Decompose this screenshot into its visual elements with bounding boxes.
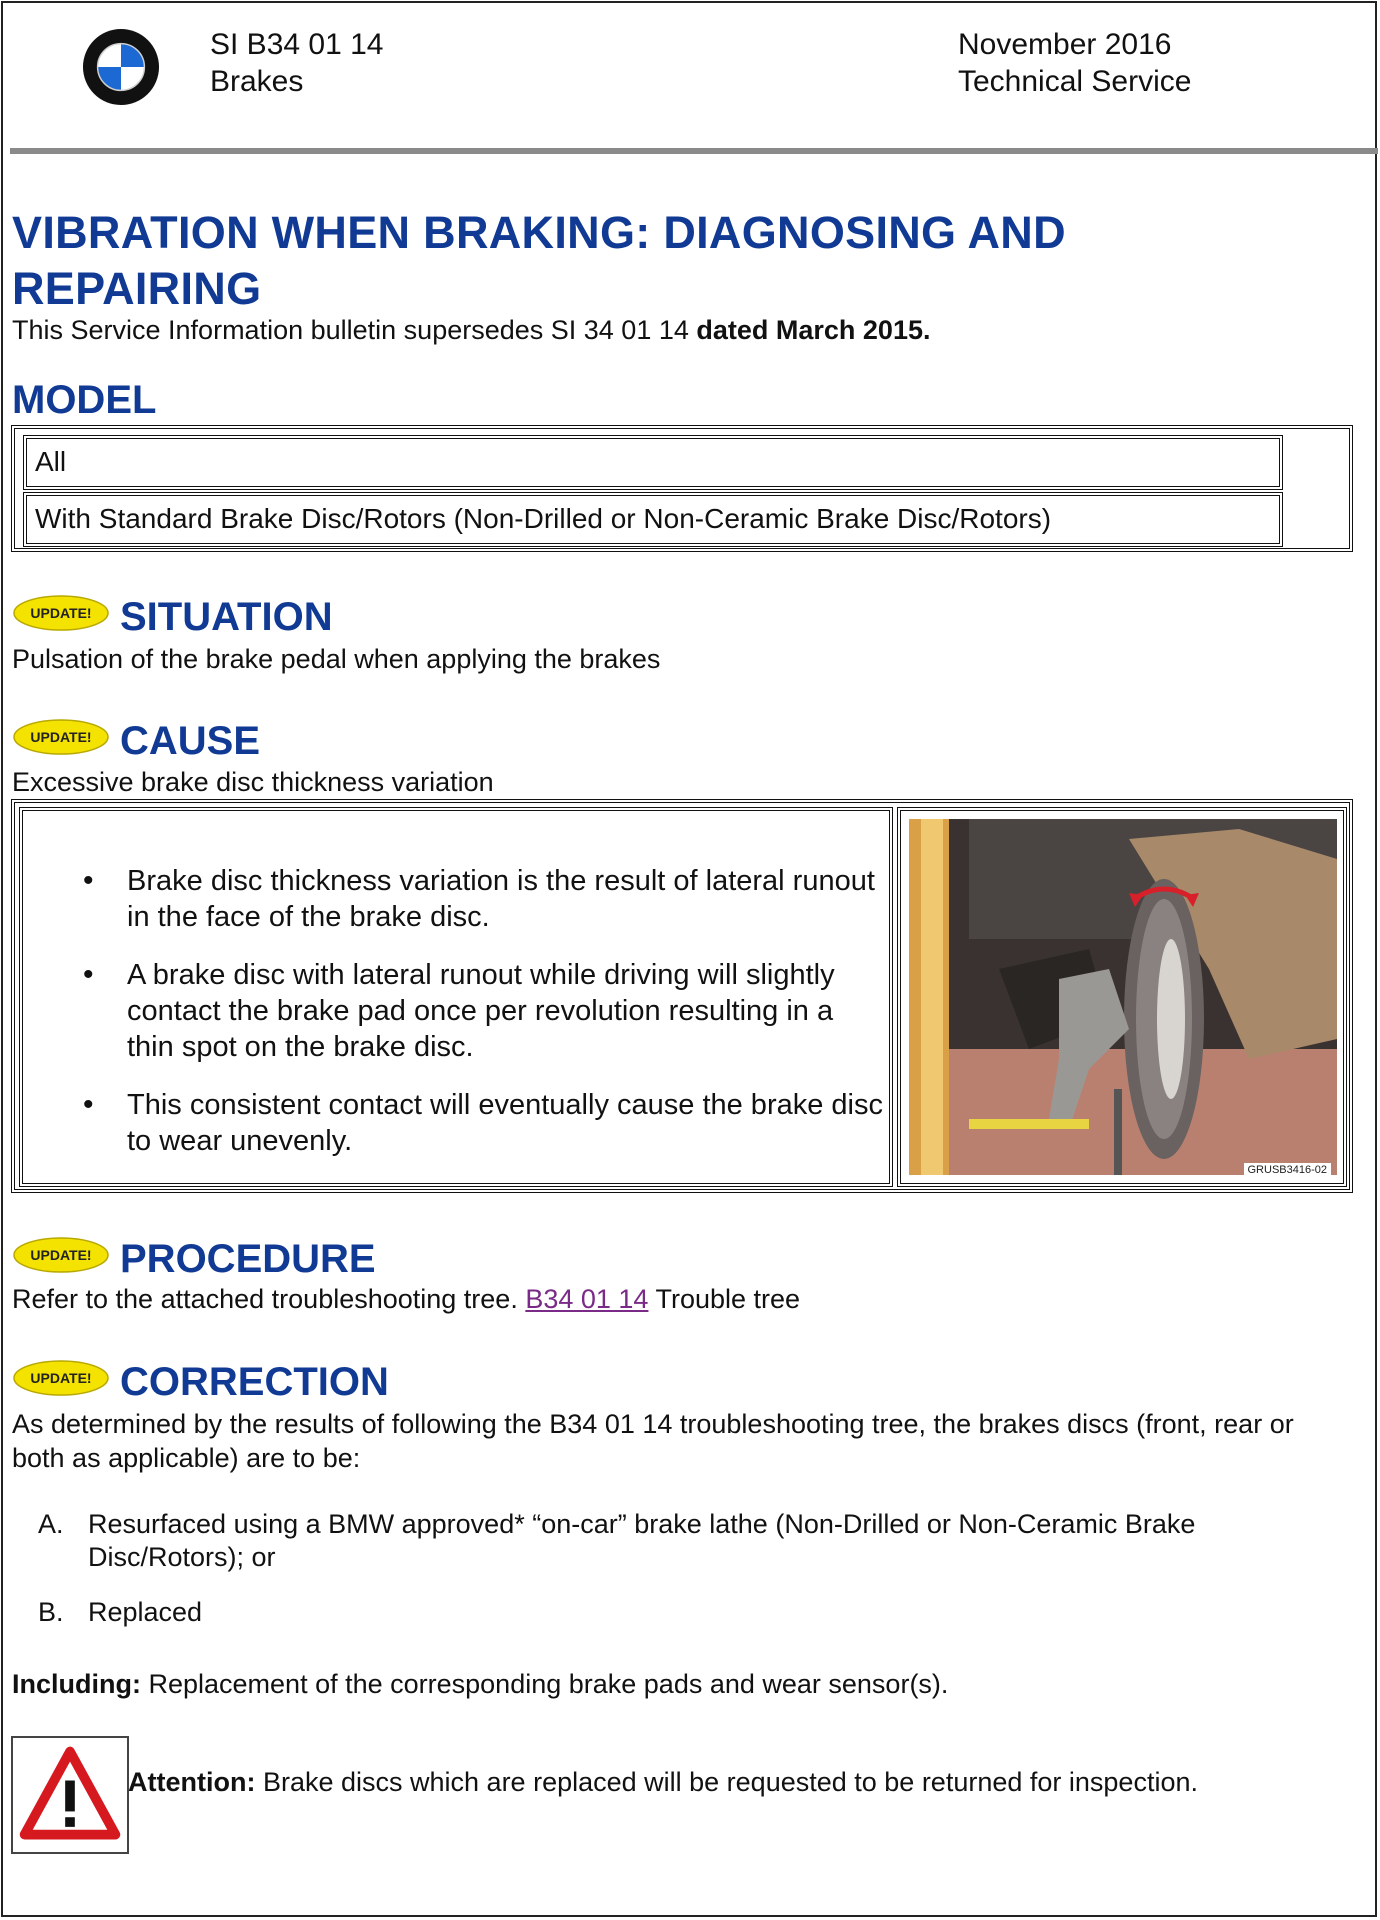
including-note [12, 1667, 948, 1701]
model-row-all: All [23, 435, 1283, 490]
update-badge-icon [12, 718, 110, 756]
cause-bullet-list [83, 863, 883, 1181]
model-heading: MODEL [12, 378, 157, 422]
cause-image-cell [897, 807, 1347, 1187]
correction-list [38, 1508, 1338, 1651]
badge-label: UPDATE! [30, 729, 92, 745]
photo-code: GRUSB3416-02 [1244, 1163, 1332, 1177]
including-label: Including: [12, 1669, 141, 1699]
badge-label: UPDATE! [30, 1370, 92, 1386]
cause-bullet: • Brake disc thickness variation is the result of lateral runout in the face of the brake disc. [83, 863, 883, 935]
update-badge-icon [12, 1236, 110, 1274]
bmw-logo [82, 28, 160, 106]
attention-text: Brake discs which are replaced will be requested to be returned for inspection. [255, 1767, 1198, 1797]
badge-label: UPDATE! [30, 605, 92, 621]
procedure-text-before: Refer to the attached troubleshooting tree. [12, 1284, 526, 1314]
header-divider [10, 148, 1378, 154]
cause-text: Excessive brake disc thickness variation [12, 767, 494, 797]
cause-bullets-cell [19, 807, 893, 1187]
brake-disc-photo [909, 819, 1337, 1175]
doc-group: Brakes [210, 65, 304, 98]
doc-department: Technical Service [958, 65, 1192, 98]
update-badge-icon [12, 1359, 110, 1397]
item-text: Resurfaced using a BMW approved* “on-car” brake lathe (Non-Drilled or Non-Ceramic Brake Disc/Rotors); or [88, 1509, 1196, 1572]
trouble-tree-link[interactable]: B34 01 14 [525, 1284, 649, 1314]
cause-bullet: • This consistent contact will eventually cause the brake disc to wear unevenly. [83, 1087, 883, 1159]
header-left [210, 26, 383, 100]
situation-text: Pulsation of the brake pedal when applying the brakes [12, 644, 661, 674]
correction-item-a [38, 1508, 1338, 1574]
situation-heading: SITUATION [120, 595, 333, 639]
procedure-text-after: Trouble tree [648, 1284, 801, 1314]
item-text: Replaced [88, 1597, 203, 1627]
model-row-standard: With Standard Brake Disc/Rotors (Non-Drilled or Non-Ceramic Brake Disc/Rotors) [23, 492, 1283, 547]
warning-icon-box [11, 1736, 129, 1854]
update-badge-icon [12, 594, 110, 632]
cause-table [11, 799, 1353, 1193]
item-marker: B. [38, 1597, 64, 1627]
supersede-text: This Service Information bulletin supersedes SI 34 01 14 [12, 315, 697, 345]
doc-date: November 2016 [958, 28, 1172, 61]
correction-item-b [38, 1596, 1338, 1629]
including-text: Replacement of the corresponding brake pads and wear sensor(s). [140, 1669, 949, 1699]
model-table [11, 425, 1353, 552]
correction-text: As determined by the results of following the B34 01 14 troubleshooting tree, the brakes discs (front, rear or both as applicable) are to be: [12, 1409, 1294, 1473]
badge-label: UPDATE! [30, 1247, 92, 1263]
warning-icon [13, 1738, 127, 1852]
procedure-text [12, 1282, 800, 1316]
header-right [958, 26, 1191, 100]
doc-number: SI B34 01 14 [210, 28, 384, 61]
cause-heading: CAUSE [120, 719, 261, 763]
item-marker: A. [38, 1509, 64, 1539]
correction-heading: CORRECTION [120, 1360, 389, 1404]
supersede-date: dated March 2015. [696, 315, 931, 345]
supersede-note [12, 315, 930, 346]
page-title: VIBRATION WHEN BRAKING: DIAGNOSING AND REPAIRING [12, 207, 1066, 314]
procedure-heading: PROCEDURE [120, 1237, 376, 1281]
attention-note [128, 1767, 1198, 1798]
cause-bullet: • A brake disc with lateral runout while driving will slightly contact the brake pad once per revolution resulting in a thin spot on the brake disc. [83, 957, 883, 1065]
attention-label: Attention: [128, 1767, 256, 1797]
